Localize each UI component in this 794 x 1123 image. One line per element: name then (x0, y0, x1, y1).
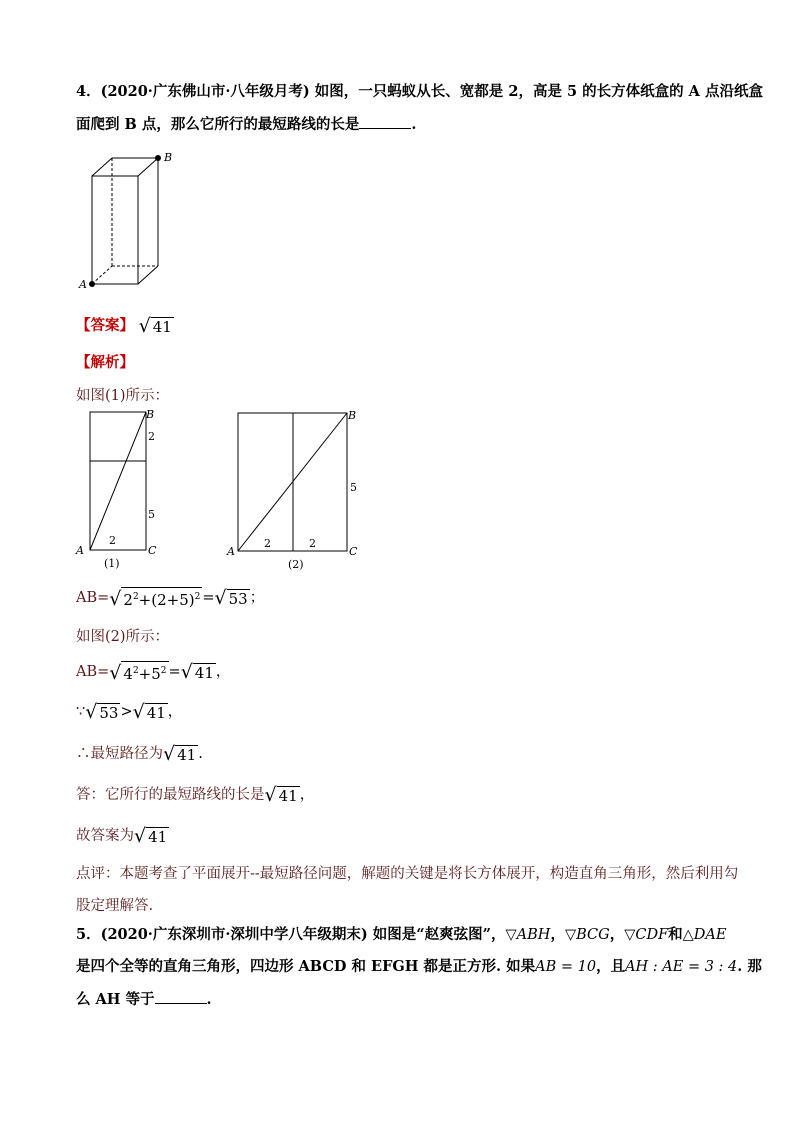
fig2-intro: 如图(2)所示： (76, 629, 170, 645)
compare-left-sqrt: √ 53 (85, 701, 119, 723)
fig2-label-b: B (348, 409, 357, 422)
ab1-result-sqrt: √ 53 (214, 587, 248, 609)
fig1-side-length: 5 (148, 508, 155, 521)
reply-sqrt: √ 41 (264, 784, 298, 806)
cuboid-figure (78, 150, 188, 290)
q5-line1: 5．(2020·广东深圳市·深圳中学八年级期末) 如图是“赵爽弦图”，▽ABH，▽BCG，▽CDF和△DAE (76, 926, 727, 943)
answer-blank (359, 114, 411, 129)
q4-line2-text: 面爬到 B 点，那么它所行的最短路线的长是 (76, 116, 360, 133)
final-sqrt: √ 41 (134, 825, 168, 847)
q5-line2 (76, 957, 762, 977)
ab-calc-1 (76, 586, 264, 609)
q5-line1-text: 5．(2020·广东深圳市·深圳中学八年级期末) 如图是“赵爽弦图”， (76, 926, 506, 943)
q5-line3 (76, 989, 212, 1010)
net-figure-1 (76, 405, 176, 575)
final-radicand: 41 (148, 828, 168, 846)
ab2-suffix: ， (215, 664, 231, 680)
tri-bcg: ▽BCG (564, 927, 610, 943)
reply-radicand: 41 (278, 787, 298, 805)
q5-ratio: AH : AE = 3 : 4 (625, 959, 738, 975)
comment-line2: 股定理解答. (76, 898, 154, 914)
ab2-prefix: AB= (76, 664, 110, 680)
final-text: 故答案为 (76, 828, 134, 844)
ab2-radicand: $4^2+5^2$ (121, 661, 168, 683)
q5-line3-end: . (206, 991, 212, 1008)
because-symbol: ∵ (76, 704, 86, 720)
compare-left: 53 (99, 704, 119, 722)
final-row (76, 824, 169, 846)
point-b-dot (155, 155, 161, 161)
ab-calc-2 (76, 660, 230, 683)
q5-line2-end: . 那 (737, 958, 762, 975)
q4-line1: 4．(2020·广东佛山市·八年级月考) 如图，一只蚂蚁从长、宽都是 2，高是 5 的长方体纸盒的 A 点沿纸盒 (76, 83, 763, 100)
analysis-tag: 【解析】 (76, 354, 134, 371)
fig1-label-c: C (148, 544, 157, 557)
ab1-result: 53 (228, 590, 248, 608)
fig2-caption: (2) (288, 558, 304, 571)
fig2-label-c: C (349, 545, 358, 558)
q5-and: 和 (668, 926, 683, 943)
answer-row (76, 314, 174, 336)
q5-line2-mid: ，且 (596, 958, 626, 975)
tri-dae: △DAE (682, 927, 727, 943)
tri-abh: ▽ABH (505, 927, 551, 943)
fig2-label-a: A (227, 545, 235, 558)
ab2-result: 41 (194, 664, 214, 682)
reply-text: 答：它所行的最短路线的长是 (76, 787, 265, 803)
compare-right: 41 (146, 704, 166, 722)
fig1-label-b: B (146, 408, 155, 421)
ab1-equals: = (202, 590, 215, 606)
ab2-sqrt-expression: √ $4^2+5^2$ (109, 662, 167, 684)
q4-line2-end: . (411, 116, 417, 133)
answer-tag: 【答案】 (76, 317, 134, 334)
net-figure-2 (226, 405, 376, 575)
therefore-radicand: 41 (177, 746, 197, 764)
ab1-prefix: AB= (76, 590, 110, 606)
fig1-bottom-length: 2 (109, 534, 116, 547)
therefore-row (76, 742, 203, 764)
ab1-suffix: ； (249, 590, 265, 606)
reply-suffix: ， (299, 787, 315, 803)
ab1-sqrt-expression: √ $2^2+(2+5)^2$ (109, 588, 201, 610)
label-b: B (164, 151, 173, 164)
q5-answer-blank (155, 989, 207, 1004)
point-a-dot (89, 281, 95, 287)
q5-line2-text: 是四个全等的直角三角形，四边形 ABCD 和 EFGH 都是正方形. 如果 (76, 958, 536, 975)
compare-suffix: ， (167, 704, 183, 720)
fig1-label-a: A (76, 544, 84, 557)
reply-row (76, 783, 314, 805)
label-a: A (79, 278, 87, 291)
ab2-equals: = (168, 664, 181, 680)
q5-line3-text: 么 AH 等于 (76, 991, 155, 1008)
therefore-sqrt: √ 41 (163, 743, 197, 765)
answer-sqrt: √ 41 (138, 315, 172, 337)
fig2-side-length: 5 (350, 481, 357, 494)
comment-line1: 点评：本题考查了平面展开--最短路径问题，解题的关键是将长方体展开，构造直角三角形，然后利用勾 (76, 866, 739, 882)
compare-right-sqrt: √ 41 (132, 701, 166, 723)
fig2-bottom-right-length: 2 (309, 537, 316, 550)
fig1-caption: (1) (104, 557, 120, 570)
ab1-radicand: $2^2+(2+5)^2$ (121, 587, 202, 609)
compare-gt: > (120, 704, 133, 720)
therefore-suffix: . (198, 746, 203, 762)
compare-row (76, 700, 182, 722)
therefore-text: ∴最短路径为 (76, 746, 163, 762)
answer-radicand: 41 (152, 318, 172, 336)
ab2-result-sqrt: √ 41 (180, 661, 214, 683)
q5-ab-eq: AB = 10 (535, 959, 597, 975)
fig2-bottom-left-length: 2 (264, 537, 271, 550)
fig1-intro: 如图(1)所示： (76, 388, 170, 404)
q4-line2 (76, 114, 416, 135)
tri-cdf: ▽CDF (624, 927, 669, 943)
fig1-top-length: 2 (148, 430, 155, 443)
